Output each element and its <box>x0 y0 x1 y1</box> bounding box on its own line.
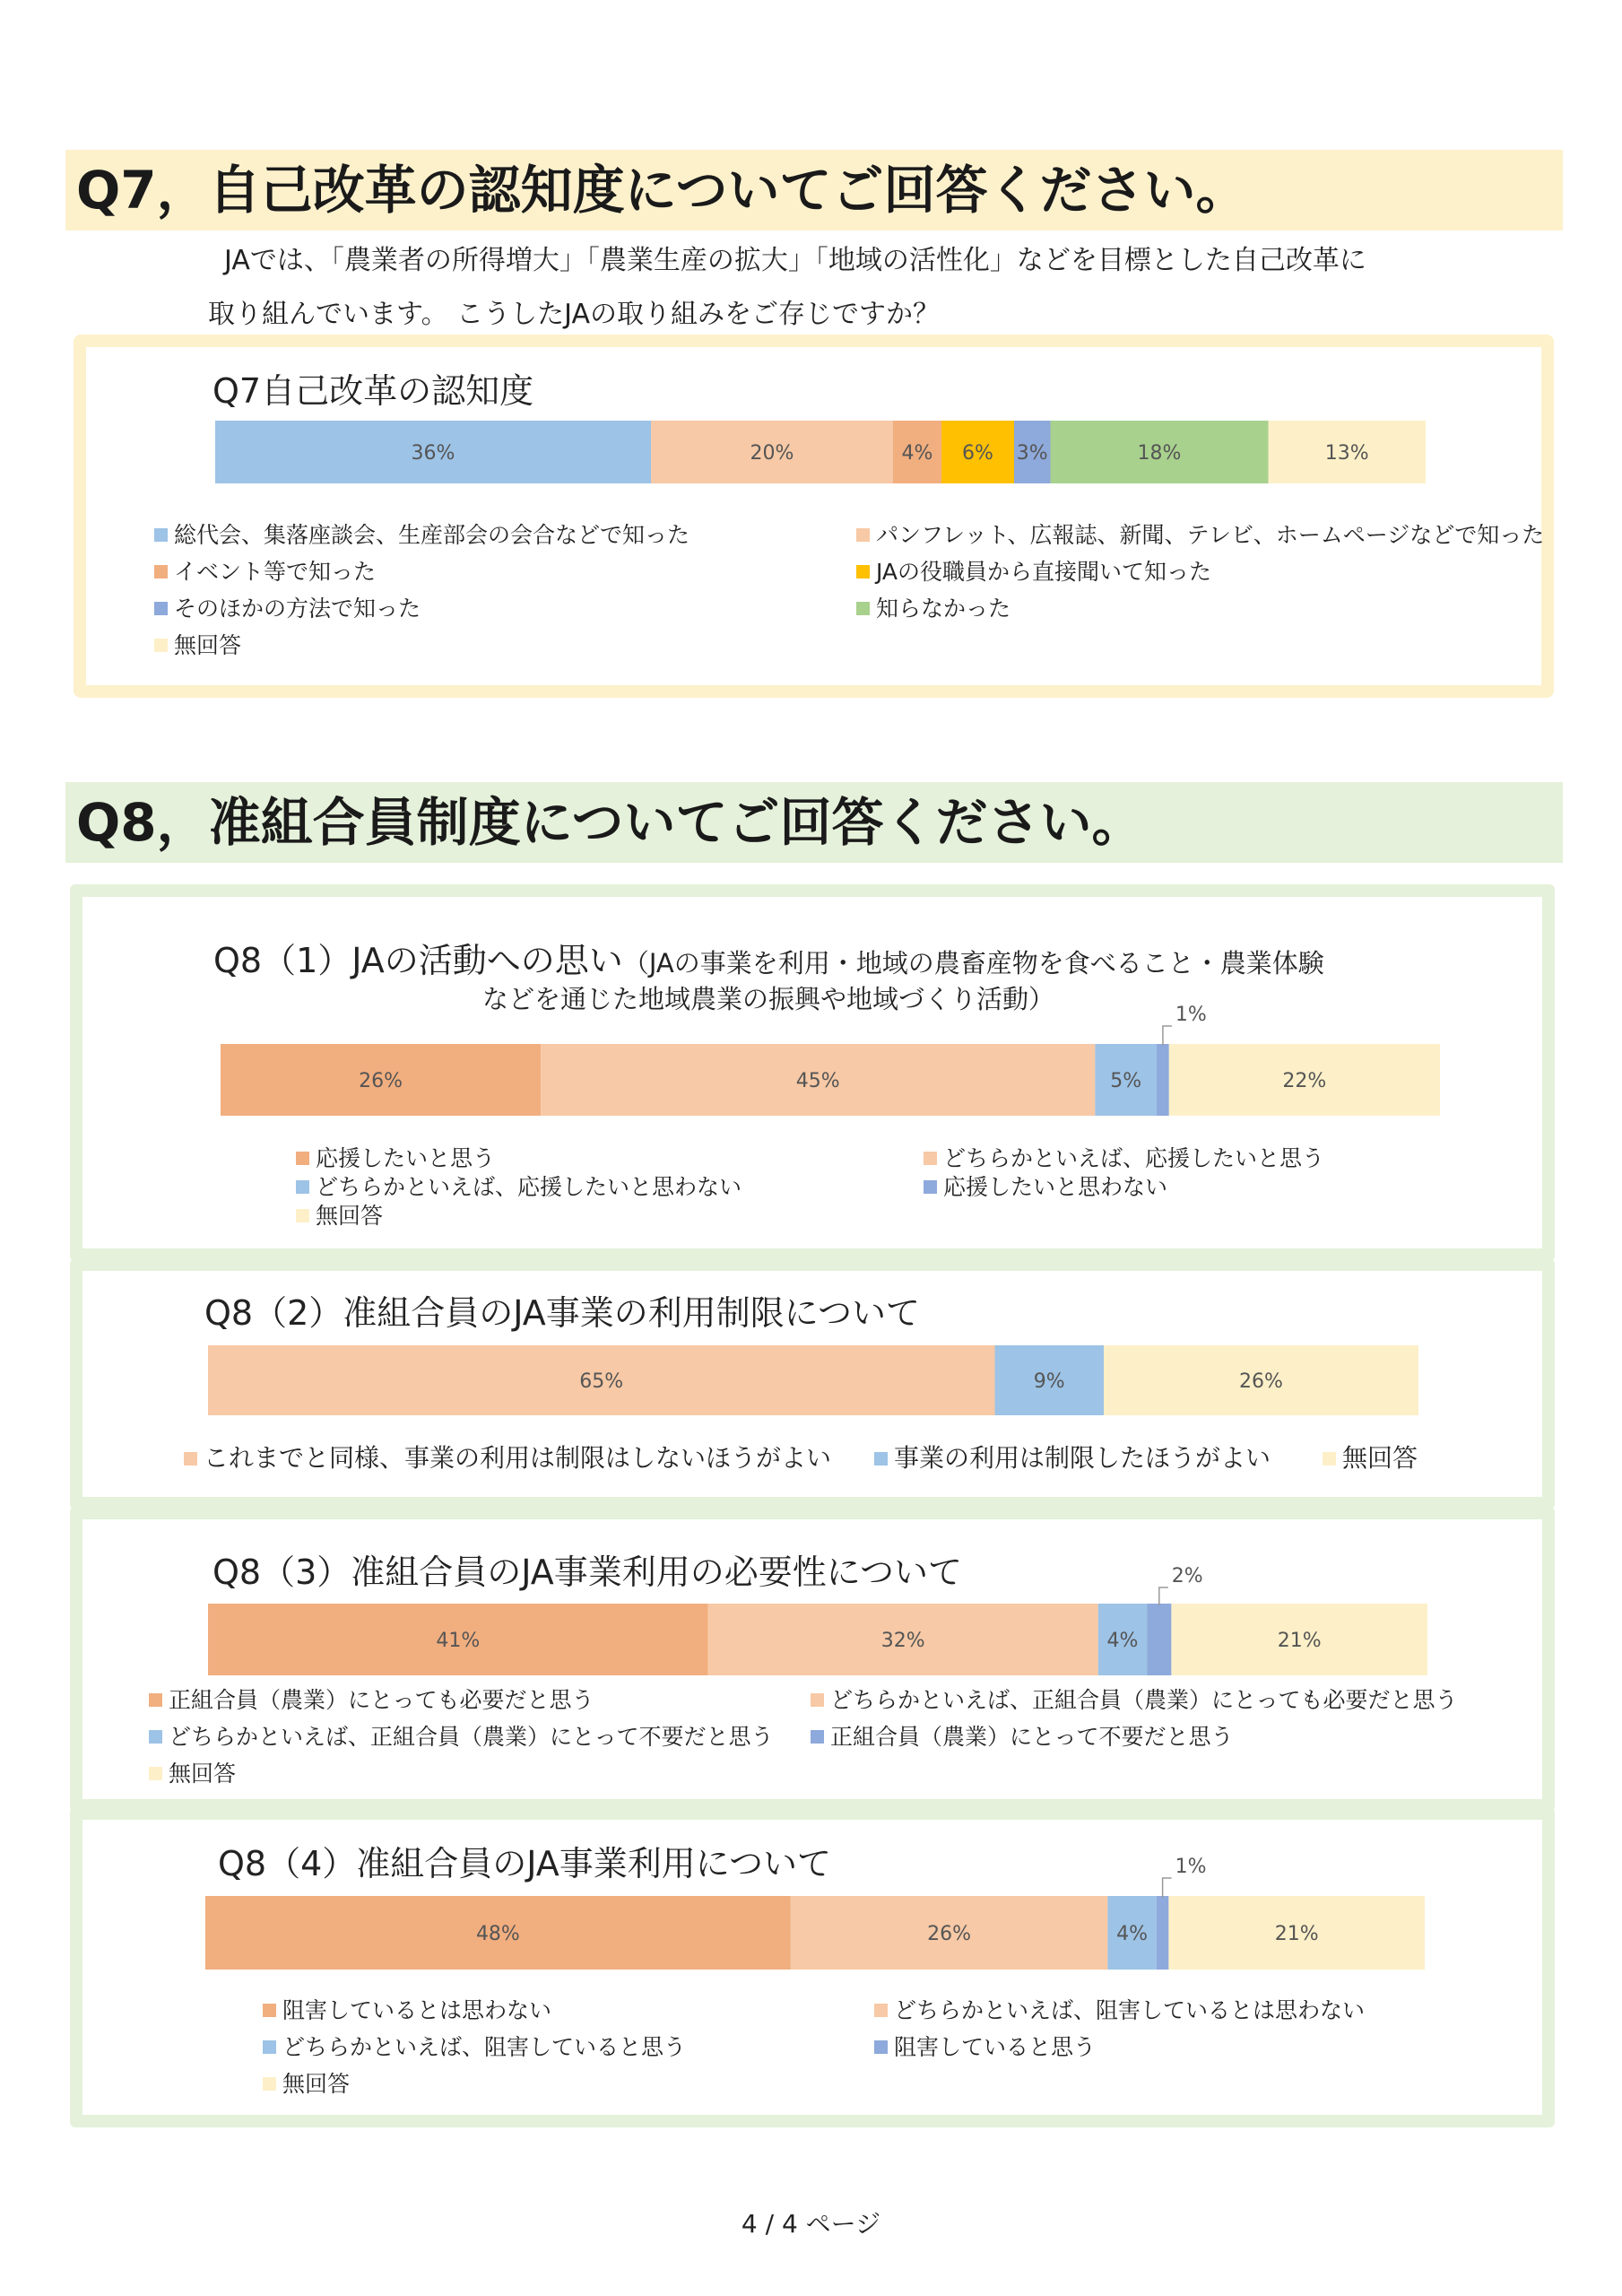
data-label-0-6: 13% <box>1324 441 1369 465</box>
legend-label: JAの役職員から直接聞いて知った <box>876 559 1212 585</box>
legend-label: これまでと同様、事業の利用は制限はしないほうがよい <box>204 1443 832 1473</box>
data-label-1-2: 5% <box>1110 1069 1142 1092</box>
data-label-2-0: 65% <box>579 1370 624 1393</box>
data-label-3-3: 2% <box>1171 1565 1203 1587</box>
legend-item-1-3 <box>924 1170 1167 1202</box>
data-label-3-2: 4% <box>1106 1629 1139 1652</box>
legend-swatch <box>184 1452 197 1465</box>
legend-item-1-0 <box>296 1141 495 1173</box>
legend-swatch <box>154 528 168 542</box>
legend-item-1-4 <box>296 1198 383 1231</box>
q8-1-title-note: （JAの事業を利用・地域の農畜産物を食べること・農業体験 <box>622 948 1324 978</box>
legend-item-3-2 <box>149 1719 774 1752</box>
q8-4-chart-title: Q8（4）准組合員のJA事業利用について <box>218 1844 832 1883</box>
legend-item-2-0 <box>184 1439 831 1474</box>
legend-swatch <box>856 565 870 578</box>
legend-swatch <box>263 2077 276 2091</box>
legend-swatch <box>874 1452 888 1465</box>
legend-swatch <box>811 1693 824 1707</box>
data-label-3-1: 32% <box>880 1629 925 1652</box>
legend-swatch <box>924 1180 937 1194</box>
q8-1-title-main: Q8（1）JAの活動への思い <box>213 941 623 980</box>
data-label-2-2: 26% <box>1239 1370 1283 1393</box>
legend-swatch <box>149 1767 162 1780</box>
legend-label: どちらかといえば、正組合員（農業）にとって不要だと思う <box>169 1724 774 1750</box>
legend-item-0-0 <box>154 517 690 550</box>
legend-item-3-1 <box>811 1683 1458 1715</box>
legend-item-1-1 <box>924 1141 1324 1173</box>
legend-swatch <box>1323 1452 1336 1465</box>
q8-1-title-note2: などを通じた地域農業の振興や地域づくり活動） <box>482 984 1055 1014</box>
legend-label: 無回答 <box>282 2071 351 2097</box>
legend-label: どちらかといえば、正組合員（農業）にとっても必要だと思う <box>830 1687 1458 1713</box>
data-label-4-3: 1% <box>1175 1856 1207 1878</box>
data-label-4-0: 48% <box>475 1922 520 1945</box>
legend-item-0-2 <box>154 554 376 587</box>
legend-item-4-3 <box>874 2030 1096 2062</box>
legend-item-2-1 <box>874 1439 1271 1474</box>
legend-label: 知らなかった <box>876 596 1011 622</box>
bar-segment-4-3 <box>1157 1896 1169 1970</box>
data-label-3-0: 41% <box>436 1629 481 1652</box>
legend-swatch <box>149 1730 162 1744</box>
legend-swatch <box>874 2040 888 2054</box>
legend-swatch <box>811 1730 824 1744</box>
legend-label: 応援したいと思わない <box>943 1174 1168 1200</box>
data-label-4-2: 4% <box>1116 1922 1149 1945</box>
legend-swatch <box>296 1209 309 1222</box>
legend-swatch <box>263 2004 276 2017</box>
data-label-0-4: 3% <box>1016 441 1048 465</box>
data-label-2-1: 9% <box>1033 1370 1065 1393</box>
legend-swatch <box>154 639 168 652</box>
legend-label: 無回答 <box>316 1203 384 1229</box>
legend-label: そのほかの方法で知った <box>174 596 421 622</box>
bar-segment-3-3 <box>1147 1604 1171 1675</box>
legend-item-4-4 <box>263 2066 350 2099</box>
data-label-0-0: 36% <box>411 441 455 465</box>
legend-swatch <box>924 1152 937 1165</box>
data-label-4-4: 21% <box>1274 1922 1319 1945</box>
legend-label: どちらかといえば、阻害しているとは思わない <box>894 1997 1366 2023</box>
data-label-0-3: 6% <box>962 441 993 465</box>
q7-stacked-bar <box>215 421 1426 483</box>
legend-item-3-3 <box>811 1719 1234 1752</box>
legend-label: 総代会、集落座談会、生産部会の会合などで知った <box>174 522 690 548</box>
legend-label: 無回答 <box>1342 1443 1418 1473</box>
legend-item-0-3 <box>856 554 1211 587</box>
q7-intro-line2: 取り組んでいます。 こうしたJAの取り組みをご存じですか？ <box>208 299 940 330</box>
q7-intro-line1: JAでは、「農業者の所得増大」「農業生産の拡大」「地域の活性化」などを目標とした自己改革に <box>224 245 1366 276</box>
data-label-0-1: 20% <box>750 441 794 465</box>
legend-item-0-5 <box>856 591 1010 623</box>
q8-2-chart-title: Q8（2）准組合員のJA事業の利用制限について <box>204 1293 921 1333</box>
q8-heading: Q8，准組合員制度についてご回答ください。 <box>65 782 1563 863</box>
legend-swatch <box>856 528 870 542</box>
legend-item-3-0 <box>149 1683 594 1715</box>
q8-1-stacked-bar <box>221 1004 1440 1116</box>
legend-label: 事業の利用は制限したほうがよい <box>894 1443 1271 1473</box>
legend-label: 無回答 <box>174 632 242 658</box>
legend-label: 阻害しているとは思わない <box>282 1997 552 2023</box>
data-label-1-4: 22% <box>1282 1069 1327 1092</box>
data-label-3-4: 21% <box>1277 1629 1322 1652</box>
legend-item-4-0 <box>263 1993 551 2025</box>
legend-swatch <box>263 2040 276 2054</box>
legend-item-4-1 <box>874 1993 1365 2025</box>
legend-label: どちらかといえば、応援したいと思わない <box>316 1174 742 1200</box>
bar-segment-1-3 <box>1157 1044 1169 1116</box>
legend-item-3-4 <box>149 1756 236 1788</box>
legend-item-2-2 <box>1323 1439 1418 1474</box>
q8-1-chart-title <box>213 933 1324 982</box>
legend-label: 正組合員（農業）にとって不要だと思う <box>830 1724 1234 1750</box>
legend-swatch <box>296 1152 309 1165</box>
q7-chart-title: Q7自己改革の認知度 <box>213 371 534 411</box>
legend-item-0-4 <box>154 591 421 623</box>
data-label-0-5: 18% <box>1137 441 1182 465</box>
q8-2-stacked-bar <box>208 1345 1418 1415</box>
legend-label: パンフレット、広報誌、新聞、テレビ、ホームページなどで知った <box>876 522 1545 548</box>
q7-heading: Q7，自己改革の認知度についてご回答ください。 <box>65 150 1563 230</box>
data-label-4-1: 26% <box>927 1922 972 1945</box>
legend-swatch <box>154 565 168 578</box>
legend-swatch <box>856 602 870 615</box>
legend-label: 阻害していると思う <box>894 2034 1097 2060</box>
legend-item-1-2 <box>296 1170 742 1202</box>
legend-label: 無回答 <box>169 1761 237 1787</box>
legend-label: 応援したいと思う <box>316 1145 496 1171</box>
legend-swatch <box>296 1180 309 1194</box>
legend-item-0-6 <box>154 628 241 660</box>
data-label-1-1: 45% <box>795 1069 840 1092</box>
q8-3-chart-title: Q8（3）准組合員のJA事業利用の必要性について <box>213 1552 963 1592</box>
legend-swatch <box>154 602 168 615</box>
legend-label: 正組合員（農業）にとっても必要だと思う <box>169 1687 594 1713</box>
legend-swatch <box>874 2004 888 2017</box>
legend-swatch <box>149 1693 162 1707</box>
legend-item-0-1 <box>856 517 1544 550</box>
legend-item-4-2 <box>263 2030 686 2062</box>
page-number: 4 / 4 ページ <box>741 2209 881 2239</box>
legend-label: どちらかといえば、応援したいと思う <box>943 1145 1325 1171</box>
data-label-1-3: 1% <box>1175 1004 1207 1026</box>
legend-label: どちらかといえば、阻害していると思う <box>282 2034 687 2060</box>
data-label-0-2: 4% <box>901 441 933 465</box>
legend-label: イベント等で知った <box>174 559 377 585</box>
data-label-1-0: 26% <box>359 1069 403 1092</box>
